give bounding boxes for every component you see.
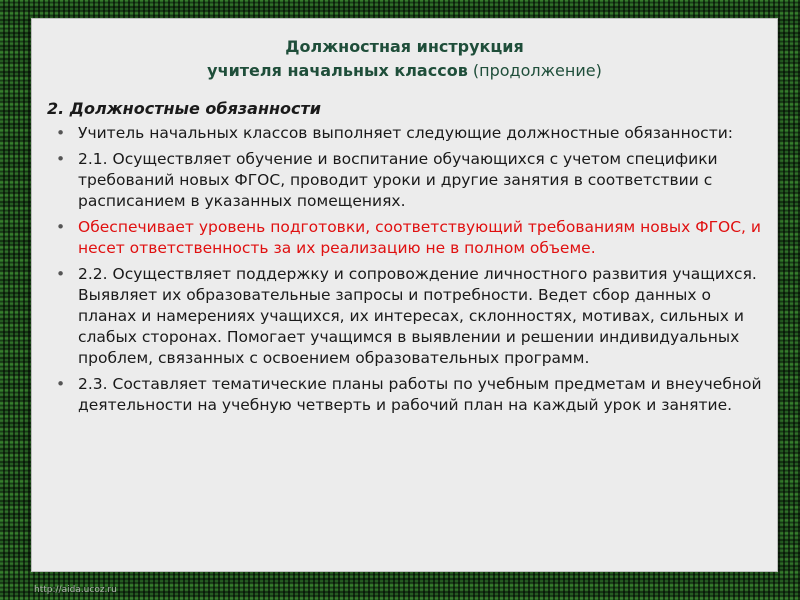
list-item-highlighted [56, 217, 768, 259]
title-line-2 [32, 59, 777, 83]
duties-list [56, 123, 768, 421]
bullet-icon: • [56, 124, 66, 142]
list-item-text: 2.2. Осуществляет поддержку и сопровождение личностного развития учащихся. Выявляет их образовательные запросы и потребности. Ведет сбор данных о планах и намерениях учащихся, их интересах, склонностях, мотивах, сильных и слабых сторонах. Помогает учащимся в выявлении и решении индивидуальных проблем, связанных с освоением образовательных программ. [78, 265, 757, 367]
slide-panel [31, 18, 778, 572]
watermark: http://aida.ucoz.ru [34, 585, 117, 595]
list-item [56, 374, 768, 416]
list-item-text: Учитель начальных классов выполняет следующие должностные обязанности: [78, 124, 734, 142]
bullet-icon: • [56, 265, 66, 283]
list-item-text: 2.3. Составляет тематические планы работы по учебным предметам и внеучебной деятельности на учебную четверть и рабочий план на каждый урок и занятие. [78, 375, 762, 414]
title-line-2-bold: учителя начальных классов [207, 61, 468, 80]
list-item [56, 123, 768, 144]
bullet-icon: • [56, 375, 66, 393]
list-item-text: Обеспечивает уровень подготовки, соответствующий требованиям новых ФГОС, и несет ответственность за их реализацию не в полном объеме. [78, 218, 761, 257]
title-suffix: (продолжение) [467, 61, 602, 80]
section-heading: 2. Должностные обязанности [47, 99, 322, 118]
slide-title [32, 35, 777, 83]
bullet-icon: • [56, 218, 66, 236]
list-item-text: 2.1. Осуществляет обучение и воспитание обучающихся с учетом специфики требований новых ФГОС, проводит уроки и другие занятия в соответствии с расписанием в указанных помещениях. [78, 150, 718, 210]
bullet-icon: • [56, 150, 66, 168]
title-line-1: Должностная инструкция [285, 37, 524, 56]
list-item [56, 149, 768, 212]
list-item [56, 264, 768, 369]
